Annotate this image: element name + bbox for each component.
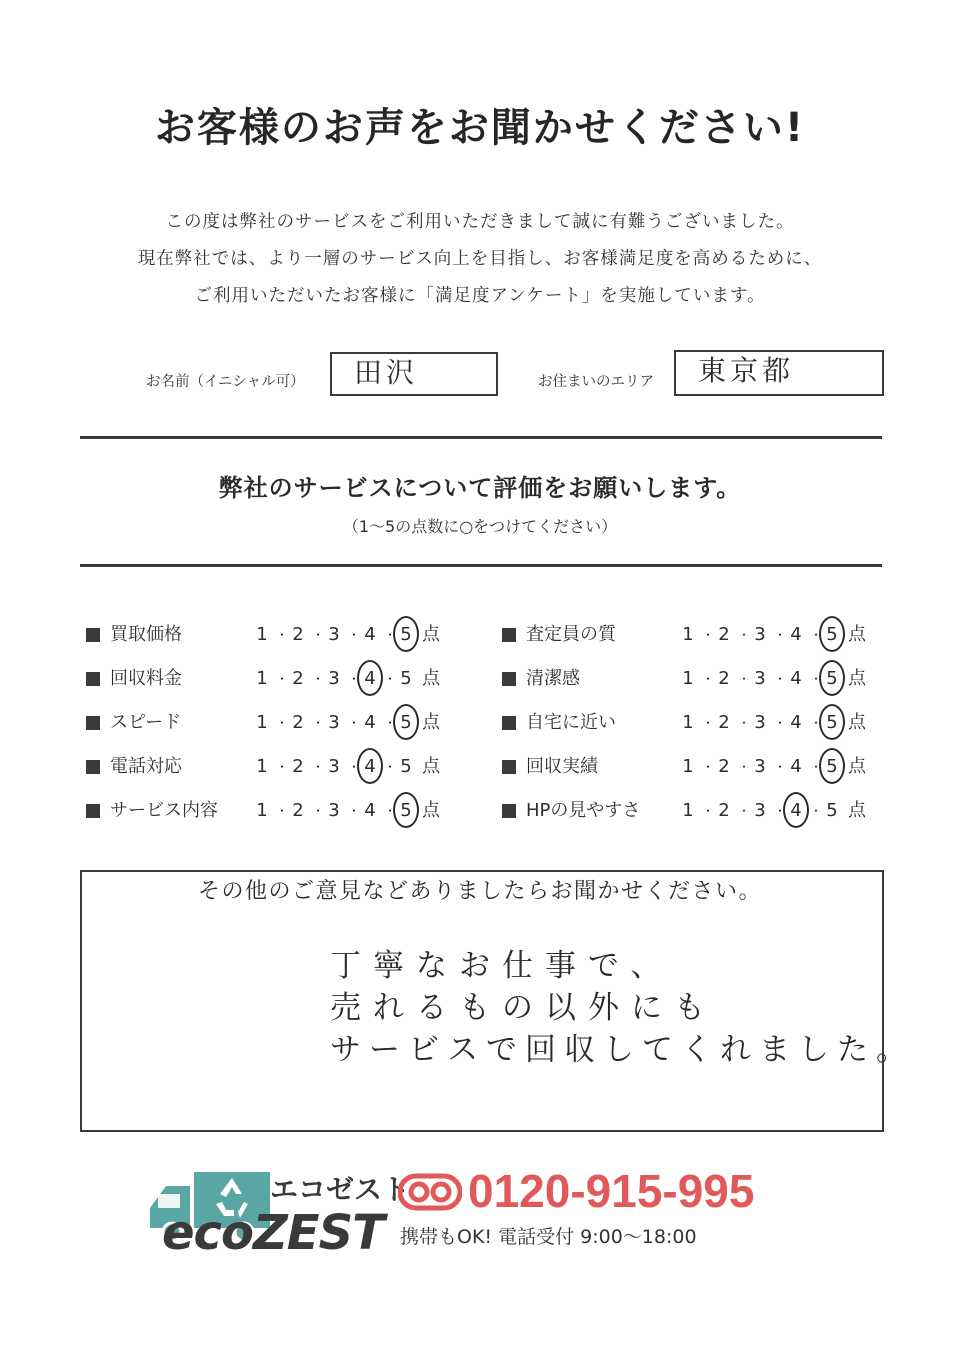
rating-label: 電話対応 [110, 756, 182, 777]
square-bullet-icon [502, 672, 516, 686]
rating-label: HPの見やすさ [526, 800, 641, 821]
rating-option-4[interactable]: 4 [364, 668, 376, 689]
score-unit: 点 [848, 624, 866, 645]
rating-option-2[interactable]: 2 [292, 712, 304, 733]
rating-option-2[interactable]: 2 [718, 712, 730, 733]
score-unit: 点 [422, 800, 440, 821]
selected-score-circle [819, 748, 845, 784]
rating-option-1[interactable]: 1 [682, 624, 694, 645]
rating-option-1[interactable]: 1 [256, 624, 268, 645]
rating-row [502, 752, 902, 784]
rating-label: 買取価格 [110, 624, 182, 645]
scale-separator: ・ [773, 716, 786, 730]
rating-option-2[interactable]: 2 [292, 800, 304, 821]
rating-option-4[interactable]: 4 [364, 712, 376, 733]
ratings-left-column [86, 620, 486, 850]
rating-option-5[interactable]: 5 [826, 756, 838, 777]
rating-option-4[interactable]: 4 [790, 624, 802, 645]
rating-row [86, 620, 486, 652]
rating-option-4[interactable]: 4 [790, 756, 802, 777]
scale-separator: ・ [347, 628, 360, 642]
rating-row [502, 796, 902, 828]
rating-option-3[interactable]: 3 [328, 800, 340, 821]
rating-label: スピード [110, 712, 182, 733]
rating-option-2[interactable]: 2 [718, 668, 730, 689]
comment-line-2: 売れるもの以外にも [330, 990, 717, 1026]
scale-separator: ・ [701, 716, 714, 730]
scale-separator: ・ [383, 760, 396, 774]
rating-option-4[interactable]: 4 [790, 712, 802, 733]
rating-option-3[interactable]: 3 [754, 624, 766, 645]
scale-separator: ・ [737, 716, 750, 730]
scale-separator: ・ [275, 760, 288, 774]
rating-label: サービス内容 [110, 800, 218, 821]
rating-option-3[interactable]: 3 [754, 800, 766, 821]
comment-line-1: 丁寧なお仕事で、 [330, 948, 674, 984]
rating-option-5[interactable]: 5 [400, 712, 412, 733]
intro-line-3: ご利用いただいたお客様に「満足度アンケート」を実施しています。 [194, 286, 766, 306]
scale-separator: ・ [701, 804, 714, 818]
rating-option-4[interactable]: 4 [364, 800, 376, 821]
rating-option-3[interactable]: 3 [328, 624, 340, 645]
score-unit: 点 [848, 756, 866, 777]
section-title: 弊社のサービスについて評価をお願いします。 [218, 474, 742, 502]
rating-row [502, 664, 902, 696]
rating-option-3[interactable]: 3 [754, 668, 766, 689]
square-bullet-icon [502, 628, 516, 642]
score-unit: 点 [422, 668, 440, 689]
scale-separator: ・ [383, 804, 396, 818]
area-label: お住まいのエリア [538, 374, 654, 390]
section-subtitle: （1〜5の点数に○をつけてください） [342, 517, 618, 536]
rating-option-1[interactable]: 1 [256, 712, 268, 733]
rating-row [86, 752, 486, 784]
scale-separator: ・ [701, 760, 714, 774]
selected-score-circle [819, 704, 845, 740]
selected-score-circle [393, 792, 419, 828]
rating-option-1[interactable]: 1 [682, 668, 694, 689]
scale-separator: ・ [773, 760, 786, 774]
scale-separator: ・ [809, 760, 822, 774]
scale-separator: ・ [383, 672, 396, 686]
rating-option-3[interactable]: 3 [328, 712, 340, 733]
scale-separator: ・ [737, 672, 750, 686]
scale-separator: ・ [773, 628, 786, 642]
scale-separator: ・ [275, 716, 288, 730]
freedial-icon [398, 1172, 462, 1212]
rating-row [502, 620, 902, 652]
rating-row [86, 664, 486, 696]
scale-separator: ・ [737, 628, 750, 642]
rating-option-2[interactable]: 2 [292, 756, 304, 777]
rating-label: 清潔感 [526, 668, 580, 689]
rating-option-5[interactable]: 5 [400, 668, 412, 689]
rating-option-2[interactable]: 2 [718, 800, 730, 821]
scale-separator: ・ [737, 760, 750, 774]
scale-separator: ・ [701, 628, 714, 642]
square-bullet-icon [86, 716, 100, 730]
selected-score-circle [819, 616, 845, 652]
scale-separator: ・ [311, 716, 324, 730]
rating-row [86, 708, 486, 740]
scale-separator: ・ [347, 804, 360, 818]
scale-separator: ・ [347, 716, 360, 730]
rating-label: 自宅に近い [526, 712, 616, 733]
comment-line-3: サービスで回収してくれました。 [330, 1032, 915, 1068]
rating-option-1[interactable]: 1 [682, 800, 694, 821]
page-title: お客様のお声をお聞かせください! [154, 105, 806, 151]
scale-separator: ・ [311, 804, 324, 818]
scale-separator: ・ [311, 672, 324, 686]
square-bullet-icon [502, 804, 516, 818]
comment-prompt: その他のご意見などありましたらお聞かせください。 [197, 879, 762, 904]
rating-option-2[interactable]: 2 [292, 668, 304, 689]
brand-name-jp: エコゼスト [270, 1173, 411, 1206]
rating-option-5[interactable]: 5 [826, 800, 838, 821]
rating-option-3[interactable]: 3 [328, 756, 340, 777]
score-unit: 点 [848, 668, 866, 689]
selected-score-circle [357, 660, 383, 696]
rating-label: 回収実績 [526, 756, 598, 777]
brand-logo-text: ecoZEST [162, 1205, 384, 1261]
rating-option-3[interactable]: 3 [754, 712, 766, 733]
phone-number[interactable]: 0120-915-995 [468, 1165, 755, 1217]
intro-line-2: 現在弊社では、より一層のサービス向上を目指し、お客様満足度を高めるために、 [137, 249, 823, 269]
divider-bottom [80, 564, 882, 567]
scale-separator: ・ [701, 672, 714, 686]
scale-separator: ・ [383, 628, 396, 642]
selected-score-circle [819, 660, 845, 696]
rating-option-1[interactable]: 1 [256, 756, 268, 777]
scale-separator: ・ [809, 628, 822, 642]
scale-separator: ・ [773, 672, 786, 686]
rating-row [86, 796, 486, 828]
scale-separator: ・ [275, 672, 288, 686]
scale-separator: ・ [347, 672, 360, 686]
selected-score-circle [783, 792, 809, 828]
scale-separator: ・ [311, 628, 324, 642]
rating-option-3[interactable]: 3 [754, 756, 766, 777]
square-bullet-icon [86, 628, 100, 642]
selected-score-circle [393, 616, 419, 652]
divider-top [80, 436, 882, 439]
rating-label: 回収料金 [110, 668, 182, 689]
rating-option-2[interactable]: 2 [718, 624, 730, 645]
rating-option-1[interactable]: 1 [256, 800, 268, 821]
score-unit: 点 [422, 712, 440, 733]
name-field[interactable]: 田沢 [330, 352, 498, 396]
score-unit: 点 [422, 624, 440, 645]
selected-score-circle [357, 748, 383, 784]
rating-option-5[interactable]: 5 [826, 668, 838, 689]
area-field[interactable]: 東京都 [674, 350, 884, 396]
selected-score-circle [393, 704, 419, 740]
rating-option-5[interactable]: 5 [826, 624, 838, 645]
square-bullet-icon [86, 760, 100, 774]
ratings-right-column [502, 620, 902, 850]
rating-option-2[interactable]: 2 [718, 756, 730, 777]
scale-separator: ・ [383, 716, 396, 730]
rating-option-1[interactable]: 1 [682, 712, 694, 733]
rating-option-4[interactable]: 4 [364, 756, 376, 777]
rating-option-1[interactable]: 1 [256, 668, 268, 689]
rating-option-5[interactable]: 5 [400, 800, 412, 821]
score-unit: 点 [848, 712, 866, 733]
rating-option-3[interactable]: 3 [328, 668, 340, 689]
scale-separator: ・ [347, 760, 360, 774]
score-unit: 点 [848, 800, 866, 821]
scale-separator: ・ [809, 804, 822, 818]
rating-option-4[interactable]: 4 [364, 624, 376, 645]
rating-option-5[interactable]: 5 [826, 712, 838, 733]
rating-option-4[interactable]: 4 [790, 668, 802, 689]
rating-option-2[interactable]: 2 [292, 624, 304, 645]
scale-separator: ・ [773, 804, 786, 818]
scale-separator: ・ [275, 628, 288, 642]
scale-separator: ・ [737, 804, 750, 818]
square-bullet-icon [86, 804, 100, 818]
name-label: お名前（イニシャル可） [146, 374, 305, 390]
intro-line-1: この度は弊社のサービスをご利用いただきまして誠に有難うございました。 [165, 212, 795, 232]
square-bullet-icon [502, 760, 516, 774]
square-bullet-icon [86, 672, 100, 686]
square-bullet-icon [502, 716, 516, 730]
rating-option-5[interactable]: 5 [400, 756, 412, 777]
rating-label: 査定員の質 [526, 624, 616, 645]
rating-option-5[interactable]: 5 [400, 624, 412, 645]
scale-separator: ・ [809, 716, 822, 730]
scale-separator: ・ [311, 760, 324, 774]
rating-option-4[interactable]: 4 [790, 800, 802, 821]
score-unit: 点 [422, 756, 440, 777]
scale-separator: ・ [809, 672, 822, 686]
business-hours: 携帯もOK! 電話受付 9:00〜18:00 [400, 1226, 697, 1248]
rating-option-1[interactable]: 1 [682, 756, 694, 777]
rating-row [502, 708, 902, 740]
scale-separator: ・ [275, 804, 288, 818]
